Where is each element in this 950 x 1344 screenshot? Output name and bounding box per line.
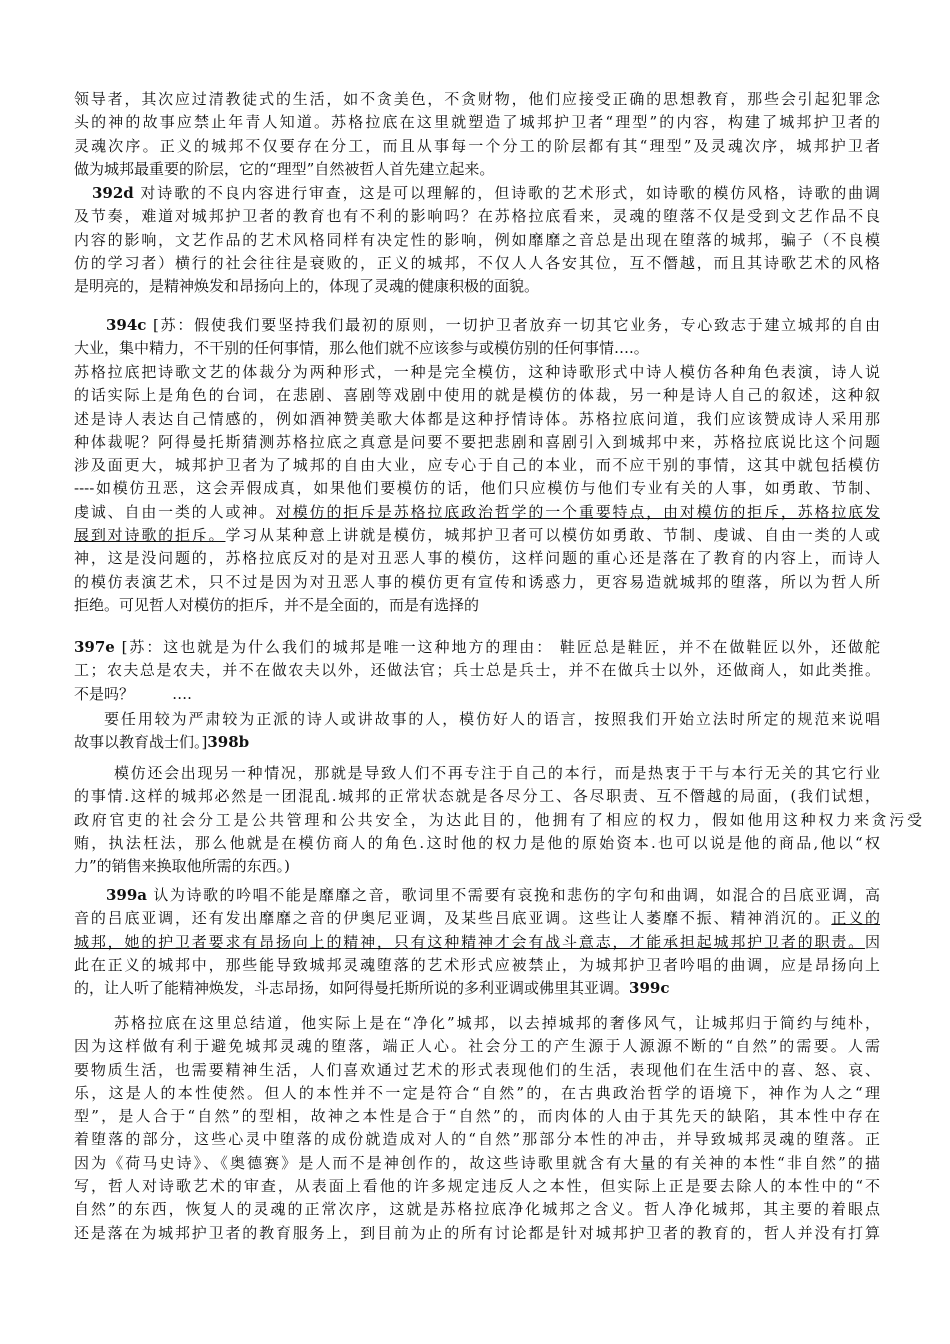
paragraph-6 [74,708,880,755]
text-line: 领导者，其次应过清教徒式的生活，如不贪美色，不贪财物，他们应接受正确的思想教育，那些会引起犯罪念 [74,90,880,108]
text-line: 自然”的东西，恢复人的灵魂的正常次序，这就是苏格拉底净化城邦之含义。哲人净化城邦，其主要的着眼点 [74,1200,880,1219]
text-line: 型”，是人合于“自然”的型相，故神之本性是合于“自然”的，而肉体的人由于其先天的缺陷，其本性中存在 [74,1107,880,1126]
text-run: 对诗歌的不良内容进行审查，这是可以理解的，但诗歌的艺术形式，如诗歌的模仿风格，诗歌的曲调 [133,184,880,202]
text-line: 仿的学习者）横行的社会往往是衰败的，正义的城邦，不仅人人各安其位，互不僭越，而且其诗歌艺术的风格 [74,253,880,272]
text-run: 学习从某种意上讲就是模仿，城邦护卫者可以模仿如勇敢、节制、虔诚、自由一类的人或 [225,526,880,545]
text-line: 着堕落的部分，这些心灵中堕落的成份就造成对人的“自然”那部分本性的冲击，并导致城邦灵魂的堕落。正 [74,1130,880,1149]
text-line: 的模仿表演艺术，只不过是因为对丑恶人事的模仿更有宣传和诱惑力，更容易造就城邦的堕落，所以为哲人所 [74,572,880,591]
paragraph-4 [74,361,880,617]
text-run: 认为诗歌的吟唱不能是靡靡之音，歌词里不需要有哀挽和悲伤的字句和曲调，如混合的吕底亚调，高 [147,886,880,904]
section-reference: 398b [207,733,250,752]
text-line: 内容的影响，文艺作品的艺术风格同样有决定性的影响，例如靡靡之音总是出现在堕落的城邦，骗子（不良模 [74,230,880,249]
text-run: 虔诚、自由一类的人或神。 [74,502,276,521]
text-line: 做为城邦最重要的阶层，它的“理型”自然被哲人首先建立起来。 [74,159,495,178]
text-line: ----如模仿丑恶，这会弄假成真，如果他们要模仿的话，他们只应模仿与他们专业有关的人事，如勇敢、节制、 [74,479,880,498]
paragraph-2 [74,182,880,298]
section-reference: 399c [629,979,670,998]
paragraph-5 [74,636,880,706]
paragraph-3 [74,314,880,361]
text-line: 神，这是没问题的，苏格拉底反对的是对丑恶人事的模仿，这样问题的重心还是落在了教育的内容上，而诗人 [74,549,880,568]
text-run: 因 [864,932,880,951]
section-reference: 394c [106,316,147,334]
text-line: 述是诗人表达自己情感的，例如酒神赞美歌大体都是这种抒情诗体。苏格拉底问道，我们应该赞成诗人采用那 [74,409,880,428]
text-line: 还是落在为城邦护卫者的教育服务上，到目前为止的所有讨论都是针对城邦护卫者的教育的，哲人并没有打算 [74,1223,880,1242]
text-line: 政府官吏的社会分工是公共管理和公共安全，为达此目的，他拥有了相应的权力，假如他用这种权力来贪污受 [74,810,922,829]
text-line [74,182,880,205]
text-line: 乐，这是人的本性使然。但人的本性并不一定是符合“自然”的，在古典政治哲学的语境下，神作为人之“理 [74,1083,880,1102]
text-line: 苏格拉底在这里总结道，他实际上是在“净化”城邦，以去掉城邦的奢侈风气，让城邦归于简约与纯朴， [114,1014,880,1032]
section-reference: 399a [106,886,148,904]
paragraph-9 [74,1012,880,1245]
paragraph-7 [74,762,922,878]
quote-run: [苏：假使我们要坚持我们最初的原则，一切护卫者放弃一切其它业务，专心致志于建立城邦的自由 [146,316,880,334]
quote-run: [苏：这也就是为什么我们的城邦是唯一这种地方的理由： 鞋匠总是鞋匠，并不在做鞋匠以外，还做舵 [114,638,880,656]
text-line [74,931,880,954]
text-line: 涉及面更大，城邦护卫者为了城邦的自由大业，应专心于自己的本业，而不应干别的事情，这其中就包括模仿 [74,456,880,475]
text-line: 因为《荷马史诗》、《奥德赛》是人而不是神创作的，故这些诗歌里就含有大量的有关神的本性“非自然”的描 [74,1153,880,1172]
text-line: 此在正义的城邦中，那些能导致城邦灵魂堕落的艺术形式应被禁止，为城邦护卫者吟唱的曲调，应是昂扬向上 [74,955,880,974]
text-run: 故事以教育战士们。] [74,733,208,752]
underlined-text: 展到对诗歌的拒斥。 [74,526,226,545]
underlined-text: 城邦，她的护卫者要求有昂扬向上的精神，只有这种精神才会有战斗意志，才能承担起城邦护卫者的职责。 [74,932,865,951]
text-line: 因为这样做有利于避免城邦灵魂的堕落，端正人心。社会分工的产生源于人源源不断的“自然”的需要。人需 [74,1037,880,1056]
text-line [74,636,880,659]
section-reference: 392d [92,184,134,202]
paragraph-1 [74,88,880,181]
text-line: 的事情.这样的城邦必然是一团混乱.城邦的正常状态就是各尽分工、各尽职责、互不僭越的局面，(我们试想， [74,787,880,806]
text-line [74,524,880,547]
text-line: 工；农夫总是农夫，并不在做农夫以外，还做法官；兵士总是兵士，并不在做兵士以外，还做商人，如此类推。 [74,661,880,680]
text-line: 头的神的故事应禁止年青人知道。苏格拉底在这里就塑造了城邦护卫者“理型”的内容，构建了城邦护卫者的 [74,113,880,132]
text-line: 种体裁呢？阿得曼托斯猜测苏格拉底之真意是问要不要把悲剧和喜剧引入到城邦中来，苏格拉底说比这个问题 [74,432,880,451]
section-reference: 397e [74,638,115,656]
text-line: 拒绝。可见哲人对模仿的拒斥，并不是全面的，而是有选择的 [74,595,480,614]
underlined-text: 对模仿的拒斥是苏格拉底政治哲学的一个重要特点，由对模仿的拒斥，苏格拉底发 [275,502,880,521]
text-line: 大业，集中精力，不干别的任何事情，那么他们就不应该参与或模仿别的任何事情….。 [74,339,649,358]
text-line [74,731,880,754]
text-line: 苏格拉底把诗歌文艺的体裁分为两种形式，一种是完全模仿，这种诗歌形式中诗人模仿各种角色表演，诗人说 [74,363,880,381]
text-line [74,907,880,930]
text-line: 模仿还会出现另一种情况，那就是导致人们不再专注于自己的本行，而是热衷于干与本行无关的其它行业 [114,764,880,782]
underlined-text: 正义的 [831,909,880,928]
text-line: 是明亮的，是精神焕发和昂扬向上的，体现了灵魂的健康积极的面貌。 [74,277,540,296]
text-run: 的，让人听了能精神焕发，斗志昂扬，如阿得曼托斯所说的多利亚调或佛里其亚调。 [74,979,630,998]
text-line: 贿，执法枉法，那么他就是在模仿商人的角色.这时他的权力是他的原始资本.也可以说是他的商品,他以“权 [74,833,880,852]
text-run: 音的吕底亚调，还有发出靡靡之音的伊奥尼亚调，及某些吕底亚调。这些让人萎靡不振、精神消沉的。 [74,909,832,928]
text-line: 要任用较为严肃较为正派的诗人或讲故事的人，模仿好人的语言，按照我们开始立法时所定的规范来说唱 [104,710,880,728]
text-line: 写，哲人对诗歌艺术的审查，从表面上看他的许多规定违反人之本性，但实际上正是要去除人的本性中的“不 [74,1177,880,1196]
text-line [74,977,880,1000]
text-line: 灵魂次序。正义的城邦不仅要存在分工，而且从事每一个分工的阶层都有其“理型”及灵魂次序，城邦护卫者 [74,136,880,155]
text-line: 不是吗？ …. [74,684,192,703]
text-line: 的话实际上是角色的台词，在悲剧、喜剧等戏剧中使用的就是模仿的体裁，另一种是诗人自己的叙述，这种叙 [74,386,880,405]
text-line [74,884,880,907]
paragraph-8 [74,884,880,1000]
text-line: 及节奏，难道对城邦护卫者的教育也有不利的影响吗？在苏格拉底看来，灵魂的堕落不仅是受到文艺作品不良 [74,207,880,226]
text-line [74,501,880,524]
text-line: 要物质生活，也需要精神生活，人们喜欢通过艺术的形式表现他们的生活，表现他们在生活中的喜、怒、哀、 [74,1060,880,1079]
text-line [74,314,880,337]
text-line: 力”的销售来换取他所需的东西。) [74,857,291,876]
